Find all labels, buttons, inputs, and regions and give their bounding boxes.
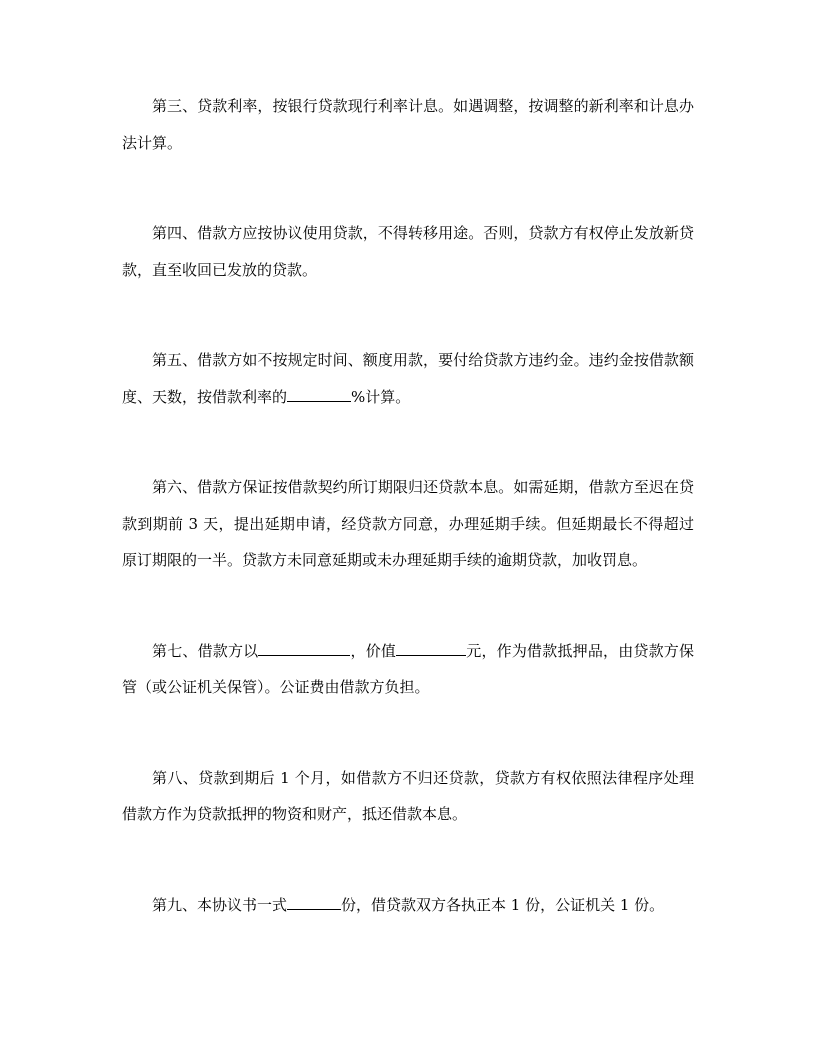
copies-count-blank <box>287 893 341 910</box>
paragraph-gap <box>122 833 694 887</box>
clause-7-part-3: 元，作为借款抵押品，由贷款方保管（或公证机关保管）。公证费由借款方负担。 <box>122 641 694 696</box>
clause-5 <box>122 342 694 415</box>
clause-7-part-1: 第七、借款方以 <box>152 641 259 660</box>
clause-9 <box>122 887 694 924</box>
paragraph-gap <box>122 161 694 215</box>
collateral-value-blank <box>396 639 466 656</box>
interest-percent-blank <box>287 385 351 402</box>
clause-9-part-2: 份，借贷款双方各执正本 1 份，公证机关 1 份。 <box>341 895 665 914</box>
clause-5-text-before: 第五、借款方如不按规定时间、额度用款，要付给贷款方违约金。违约金按借款额度、天数，按借款利率的 <box>122 351 694 406</box>
collateral-item-blank <box>258 639 350 656</box>
clause-7 <box>122 633 694 706</box>
clause-4: 第四、借款方应按协议使用贷款，不得转移用途。否则，贷款方有权停止发放新贷款，直至收回已发放的贷款。 <box>122 224 694 279</box>
paragraph-gap <box>122 288 694 342</box>
clause-9-part-1: 第九、本协议书一式 <box>152 895 288 914</box>
paragraph-gap <box>122 579 694 633</box>
clause-7-part-2: ，价值 <box>350 641 397 660</box>
paragraph-gap <box>122 415 694 469</box>
clause-3: 第三、贷款利率，按银行贷款现行利率计息。如遇调整，按调整的新利率和计息办法计算。 <box>122 97 694 152</box>
clause-8: 第八、贷款到期后 1 个月，如借款方不归还贷款，贷款方有权依照法律程序处理借款方作为贷款抵押的物资和财产，抵还借款本息。 <box>122 768 694 823</box>
paragraph-gap <box>122 706 694 760</box>
clause-6: 第六、借款方保证按借款契约所订期限归还贷款本息。如需延期，借款方至迟在贷款到期前 3 天，提出延期申请，经贷款方同意，办理延期手续。但延期最长不得超过原订期限的一半。贷款方未同意延期或未办理延期手续的逾期贷款，加收罚息。 <box>122 478 694 569</box>
document-page <box>122 88 694 923</box>
clause-5-text-after: %计算。 <box>351 387 411 406</box>
